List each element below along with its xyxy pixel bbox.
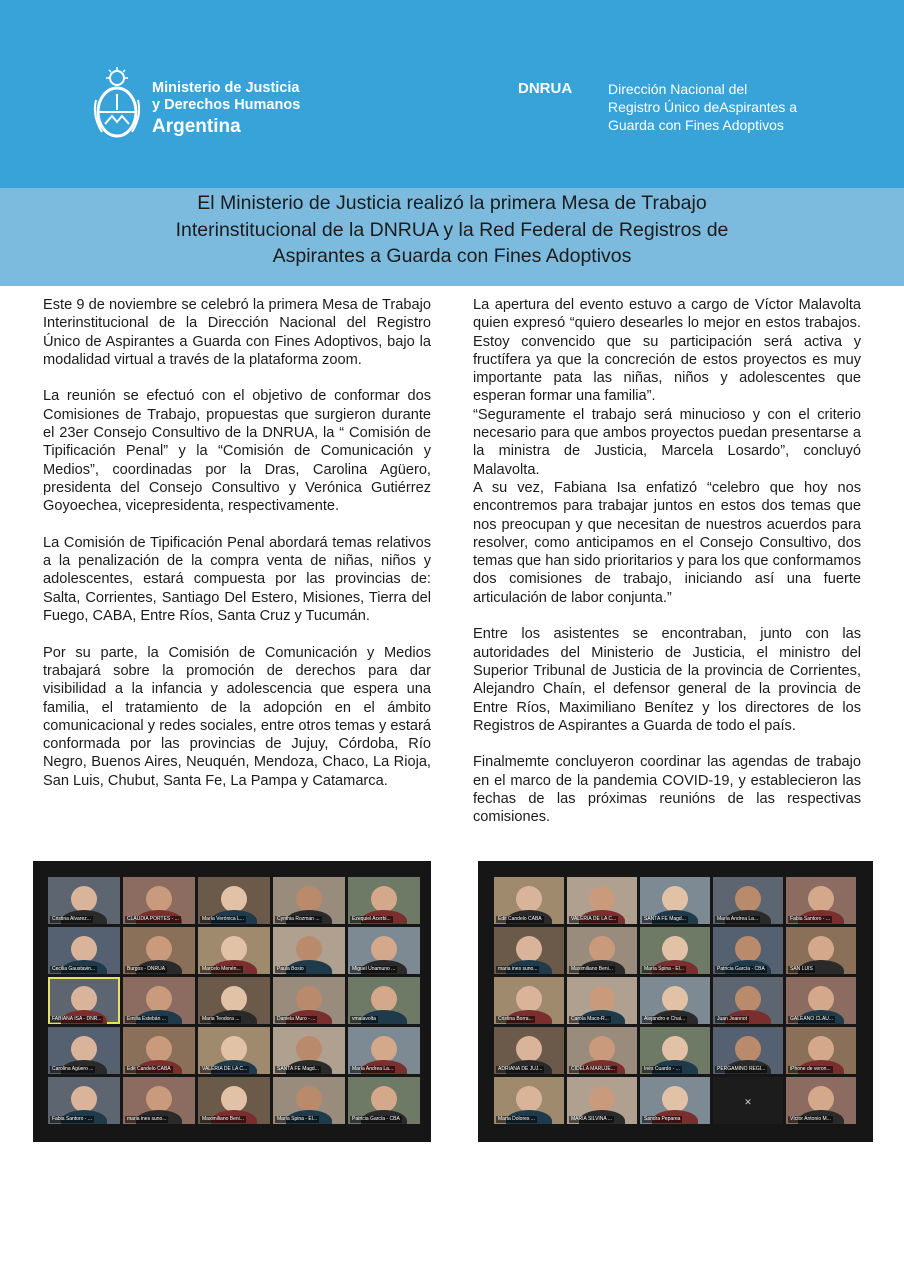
participant-face	[296, 1036, 322, 1062]
participant-name: Patricia García - CBA	[352, 1116, 400, 1122]
participant-face	[146, 886, 172, 912]
coat-of-arms-icon	[92, 66, 142, 142]
participant-face	[662, 886, 688, 912]
participant-name: Cristina Alvarez...	[52, 916, 91, 922]
participant-tile	[567, 1077, 637, 1124]
participant-tile	[273, 1027, 345, 1074]
participant-face	[516, 936, 542, 962]
participant-name: VALERIA DE LA C...	[202, 1066, 248, 1072]
participant-name: VALERIA DE LA C...	[571, 916, 617, 922]
participant-name: CLAUDIA PORTES - ...	[127, 916, 179, 922]
participant-face	[735, 936, 761, 962]
participant-face	[146, 1086, 172, 1112]
participant-name: Miguel Unamuno ...	[352, 966, 396, 972]
video-grid	[494, 877, 856, 1124]
dnrua-desc-line-3: Guarda con Fines Adoptivos	[608, 117, 784, 133]
page-title	[40, 190, 864, 270]
participant-tile	[123, 1077, 195, 1124]
participant-tile	[198, 977, 270, 1024]
participant-face	[221, 1036, 247, 1062]
participant-name: Emilia Estebán ...	[127, 1016, 166, 1022]
participant-name: Fabia Santoro - ...	[52, 1116, 93, 1122]
participant-face	[589, 1036, 615, 1062]
participant-name: María Andrea La...	[352, 1066, 394, 1072]
participant-name: Cristina Borra...	[498, 1016, 533, 1022]
participant-tile	[786, 927, 856, 974]
participant-name: CIDELA MARUJE...	[571, 1066, 615, 1072]
participant-name: maria ines suno...	[498, 966, 538, 972]
participant-name: Burgos - DNRUA	[127, 966, 166, 972]
zoom-meeting-photo-left	[33, 861, 431, 1142]
participant-name: María Spina - El...	[644, 966, 685, 972]
participant-tile	[123, 877, 195, 924]
participant-tile	[273, 877, 345, 924]
title-line-3: Aspirantes a Guarda con Fines Adoptivos	[272, 245, 632, 267]
participant-tile	[713, 877, 783, 924]
participant-name: vmalavolta	[352, 1016, 376, 1022]
title-line-1: El Ministerio de Justicia realizó la primera Mesa de Trabajo	[197, 192, 707, 214]
paragraph: A su vez, Fabiana Isa enfatizó “celebro que hoy nos encontremos para trabajar juntos en estos dos temas que nos preocupan y que necesitan de nuestros acuerdos para resolver, como anticipamos en el Consejo Consultivo, dos temas que han sido prioritarios y para los que conformamos dos comisiones de trabajo, iniciando así una fuerte articulación de labor conjunta.”	[473, 479, 861, 606]
participant-tile	[348, 1027, 420, 1074]
participant-face	[589, 1086, 615, 1112]
paragraph: Entre los asistentes se encontraban, junto con las autoridades del Ministerio de Justicia, el ministro del Superior Tribunal de Justicia de la provincia de Corrientes, Alejandro Chaín, el defensor general de la provincia de Entre Ríos, Maximiliano Benítez y los directores de los Registros de Aspirantes a Guarda de todo el país.	[473, 626, 861, 734]
participant-face	[221, 886, 247, 912]
video-grid	[48, 877, 420, 1124]
participant-tile	[123, 1027, 195, 1074]
participant-tile	[48, 927, 120, 974]
participant-name: maria ines suno...	[127, 1116, 167, 1122]
participant-name: Víctor Antonio M...	[790, 1116, 831, 1122]
participant-tile	[567, 927, 637, 974]
participant-tile	[48, 977, 120, 1024]
participant-tile	[713, 1077, 783, 1124]
participant-tile	[348, 877, 420, 924]
participant-face	[516, 986, 542, 1012]
participant-name: Patricia García - CBA	[717, 966, 765, 972]
dnrua-desc-line-2: Registro Único deAspirantes a	[608, 99, 798, 115]
participant-tile	[494, 977, 564, 1024]
participant-name: María Spina - El...	[277, 1116, 318, 1122]
participant-face	[808, 1086, 834, 1112]
participant-face	[221, 1086, 247, 1112]
participant-face	[146, 1036, 172, 1062]
participant-tile	[48, 1077, 120, 1124]
participant-face	[371, 1086, 397, 1112]
participant-face	[146, 986, 172, 1012]
article-column-right	[473, 296, 861, 845]
participant-face	[371, 886, 397, 912]
participant-tile	[713, 927, 783, 974]
participant-tile	[198, 877, 270, 924]
participant-tile	[640, 877, 710, 924]
participant-name: Maximiliano Beni...	[202, 1116, 244, 1122]
participant-face	[808, 986, 834, 1012]
participant-name: Juan Jeannot	[717, 1016, 748, 1022]
paragraph: La apertura del evento estuvo a cargo de Víctor Malavolta quien expresó “quiero desearles lo mejor en estos trabajos. Estoy convencido que su participación será activa y fructífera ya que la concreción de estos proyectos es muy importante pata las niñas, niños y adolescentes que esperan formar una familia”.	[473, 297, 861, 405]
participant-face	[662, 986, 688, 1012]
participant-tile	[123, 927, 195, 974]
participant-face	[296, 936, 322, 962]
header-banner	[0, 0, 904, 188]
participant-tile	[273, 977, 345, 1024]
participant-tile	[567, 1027, 637, 1074]
participant-name: Daniela Muro - ...	[277, 1016, 316, 1022]
participant-face	[371, 936, 397, 962]
participant-face	[516, 1086, 542, 1112]
participant-tile	[567, 977, 637, 1024]
participant-tile	[198, 1077, 270, 1124]
participant-tile	[640, 1027, 710, 1074]
participant-tile	[786, 1077, 856, 1124]
ministry-line-3: Argentina	[152, 116, 241, 137]
participant-name: Marta Dolores ...	[498, 1116, 535, 1122]
participant-tile	[786, 977, 856, 1024]
participant-face	[71, 1086, 97, 1112]
participant-face	[146, 936, 172, 962]
participant-face	[808, 1036, 834, 1062]
participant-face	[662, 1036, 688, 1062]
participant-tile	[640, 977, 710, 1024]
participant-tile	[198, 1027, 270, 1074]
participant-face	[71, 936, 97, 962]
participant-tile	[348, 927, 420, 974]
participant-name: Paula Bosio	[277, 966, 304, 972]
participant-face	[808, 936, 834, 962]
participant-tile	[273, 927, 345, 974]
participant-name: Fabia Santoro - ...	[790, 916, 831, 922]
participant-name: FABIANA ISA - DNR...	[52, 1016, 102, 1022]
article-column-left	[43, 296, 431, 808]
participant-tile	[273, 1077, 345, 1124]
participant-tile	[348, 977, 420, 1024]
paragraph: La reunión se efectuó con el objetivo de conformar dos Comisiones de Trabajo, propuestas que surgieron durante el 23er Consejo Consultivo de la DNRUA, la “ Comisión de Tipificación Penal” y la “Comisión de Comunicación y Medios”, coordinadas por la Dras, Carolina Agüero, presidenta del Consejo Consultivo y Verónica Gutiérrez Goyoechea, vicepresidenta, respectivamente.	[43, 388, 431, 515]
participant-tile	[786, 877, 856, 924]
paragraph: La Comisión de Tipificación Penal abordará temas relativos a la penalización de la compra venta de niñas, niños y adolescentes, estará compuesta por las provincias de: Salta, Corrientes, Santiago Del Estero, Misiones, Tierra del Fuego, CABA, Entre Ríos, Santa Cruz y Tucumán.	[43, 534, 431, 625]
ministry-line-1: Ministerio de Justicia	[152, 80, 300, 96]
participant-name: MARIA SILVINA ...	[571, 1116, 613, 1122]
participant-name: Cecilia Gaustavin...	[52, 966, 96, 972]
participant-face	[662, 936, 688, 962]
participant-tile	[713, 977, 783, 1024]
participant-name: SANTA FE Magd...	[277, 1066, 319, 1072]
paragraph: “Seguramente el trabajo será minucioso y con el criterio necesario para que ambos proyectos puedan presentarse a la ministra de Justicia, Marcela Losardo”, concluyó Malavolta.	[473, 406, 861, 478]
participant-name: María Andrea La...	[717, 916, 759, 922]
participant-name: Maximiliano Beni...	[571, 966, 613, 972]
participant-face	[516, 886, 542, 912]
participant-face	[589, 986, 615, 1012]
participant-tile	[567, 877, 637, 924]
participant-tile	[198, 927, 270, 974]
participant-tile	[713, 1027, 783, 1074]
zoom-meeting-photo-right	[478, 861, 873, 1142]
participant-name: Sandra Peparea	[644, 1116, 681, 1122]
title-line-2: Interinstitucional de la DNRUA y la Red Federal de Registros de	[175, 218, 729, 241]
participant-face	[735, 886, 761, 912]
participant-face	[516, 1036, 542, 1062]
dnrua-desc-line-1: Dirección Nacional del	[608, 81, 748, 97]
participant-face	[71, 1036, 97, 1062]
dnrua-acronym: DNRUA	[518, 80, 573, 97]
participant-tile	[123, 977, 195, 1024]
participant-tile	[494, 1027, 564, 1074]
paragraph: Finalmemte concluyeron coordinar las agendas de trabajo en el marco de la pandemia COVID-19, y establecieron las fechas de las próximas reunións de las respectivas comisiones.	[473, 754, 861, 826]
participant-name: Marcelo Menén...	[202, 966, 241, 972]
participant-face	[735, 986, 761, 1012]
participant-tile	[48, 877, 120, 924]
participant-name: SAN LUIS	[790, 966, 813, 972]
participant-tile	[494, 1077, 564, 1124]
participant-face	[71, 886, 97, 912]
participant-face	[589, 936, 615, 962]
ministry-line-2: y Derechos Humanos	[152, 97, 301, 113]
participant-face	[371, 986, 397, 1012]
participant-name: Carolina Agüero ...	[52, 1066, 94, 1072]
participant-name: Cynthia Rozman ...	[277, 916, 320, 922]
participant-face	[296, 1086, 322, 1112]
participant-name: PERGAMINO REGI...	[717, 1066, 766, 1072]
participant-face	[662, 1086, 688, 1112]
participant-name: Alejandro e Chai...	[644, 1016, 686, 1022]
participant-face	[221, 936, 247, 962]
participant-tile	[494, 877, 564, 924]
participant-tile	[640, 927, 710, 974]
participant-face	[296, 986, 322, 1012]
participant-name: Ezequiel Acerbi...	[352, 916, 391, 922]
dnrua-description	[608, 80, 797, 134]
participant-name: iPhone de veron...	[790, 1066, 831, 1072]
participant-face	[296, 886, 322, 912]
paragraph: Este 9 de noviembre se celebró la primera Mesa de Trabajo Interinstitucional de la Dirección Nacional del Registro Único de Aspirantes a Guarda con Fines Adoptivos, bajo la modalidad virtual a través de la plataforma zoom.	[43, 297, 431, 368]
participant-name: GALEANO CLAU...	[790, 1016, 834, 1022]
paragraph: Por su parte, la Comisión de Comunicación y Medios trabajará sobre la promoción de derechos para dar visibilidad a la infancia y adolescencia que espera una familia, el tratamiento de la adopción en el ámbito comunicacional y redes sociales, entre otros temas y estará conformada por las provincias de Jujuy, Córdoba, Río Negro, Buenos Aires, Neuquén, Mendoza, Chaco, La Rioja, San Luis, Chubut, Santa Fe, La Pampa y Catamarca.	[43, 644, 431, 789]
participant-face	[808, 886, 834, 912]
participant-face	[589, 886, 615, 912]
ministry-name	[152, 80, 300, 135]
participant-face	[221, 986, 247, 1012]
participant-name: Carola Maco-R...	[571, 1016, 609, 1022]
participant-name: Edit Candelo CABA	[127, 1066, 171, 1072]
participant-name: María Verónica L...	[202, 916, 244, 922]
participant-face	[71, 986, 97, 1012]
participant-name: SANTA FE Magd...	[644, 916, 686, 922]
participant-name: Maria Teodora ...	[202, 1016, 240, 1022]
participant-name: Inés Cuardo - ...	[644, 1066, 680, 1072]
participant-tile	[494, 927, 564, 974]
participant-tile	[640, 1077, 710, 1124]
participant-name: ADRIANA DE JUJ...	[498, 1066, 543, 1072]
participant-face	[735, 1036, 761, 1062]
participant-tile	[348, 1077, 420, 1124]
participant-name: Edit Candelo CABA	[498, 916, 542, 922]
participant-face	[371, 1036, 397, 1062]
participant-tile	[48, 1027, 120, 1074]
participant-tile	[786, 1027, 856, 1074]
close-icon: ✕	[744, 1097, 752, 1107]
